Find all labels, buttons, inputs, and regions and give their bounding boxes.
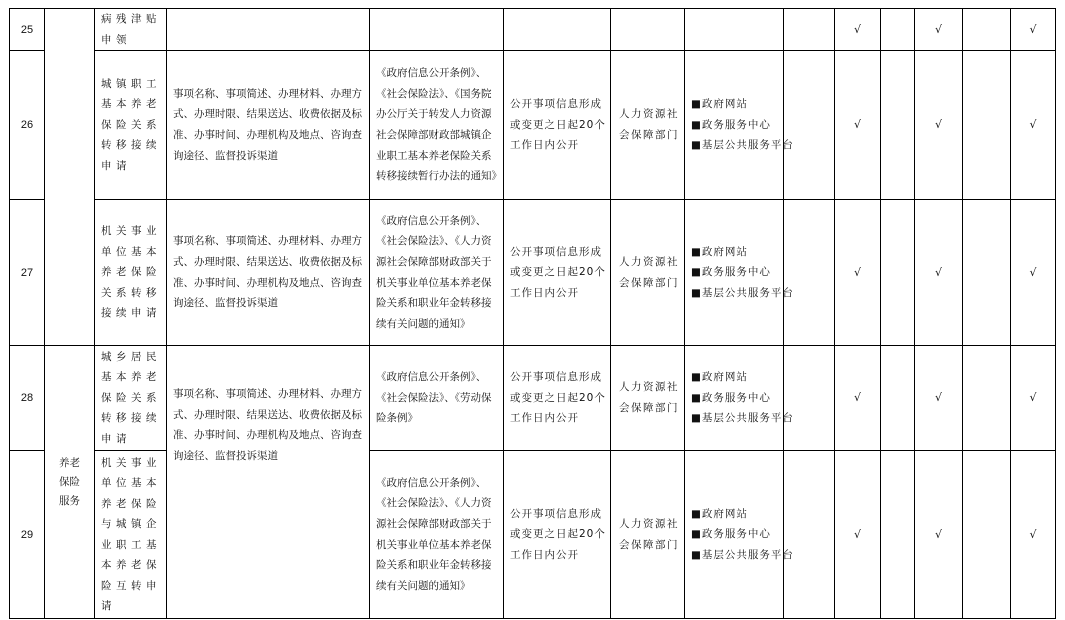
- category-cell: [45, 9, 95, 346]
- check-cell: √: [1011, 451, 1056, 619]
- item-name: 城镇职工基本养老保险关系转移接续申请: [95, 51, 167, 200]
- check-cell: √: [835, 51, 881, 200]
- check-cell: [881, 346, 915, 451]
- check-cell: [784, 9, 835, 51]
- check-cell: √: [1011, 51, 1056, 200]
- category-label: 养老保险服务: [59, 456, 80, 507]
- check-cell: [784, 51, 835, 200]
- check-cell: √: [835, 346, 881, 451]
- item-name: 机关事业单位基本养老保险与城镇企业职工基本养老保险互转申请: [95, 451, 167, 619]
- disclosure-content: 事项名称、事项简述、办理材料、办理方式、办理时限、结果送达、收费依据及标准、办事时间、办理机构及地点、咨询查询途径、监督投诉渠道: [167, 346, 370, 619]
- channel-item: ■政府网站: [691, 371, 748, 384]
- disclosure-subject: 人力资源社会保障部门: [611, 451, 685, 619]
- channel-item: ■基层公共服务平台: [691, 412, 794, 425]
- check-cell: [784, 346, 835, 451]
- check-cell: [963, 200, 1011, 346]
- channel-item: ■基层公共服务平台: [691, 139, 794, 152]
- item-name: 城乡居民基本养老保险关系转移接续申请: [95, 346, 167, 451]
- disclosure-subject: 人力资源社会保障部门: [611, 200, 685, 346]
- disclosure-subject: 人力资源社会保障部门: [611, 51, 685, 200]
- check-cell: [881, 9, 915, 51]
- check-cell: √: [915, 51, 963, 200]
- check-cell: [881, 451, 915, 619]
- table-row: [10, 451, 1056, 619]
- disclosure-time: 公开事项信息形成或变更之日起20个工作日内公开: [504, 51, 611, 200]
- disclosure-channels: [685, 200, 794, 346]
- disclosure-table: [9, 8, 1056, 619]
- disclosure-basis: [370, 9, 504, 51]
- check-cell: √: [1011, 9, 1056, 51]
- channel-item: ■政府网站: [691, 507, 748, 520]
- check-cell: √: [915, 346, 963, 451]
- row-number: 25: [10, 9, 45, 51]
- disclosure-content: [167, 9, 370, 51]
- row-number: 27: [10, 200, 45, 346]
- disclosure-basis: 《政府信息公开条例》、《社会保险法》、《人力资源社会保障部财政部关于机关事业单位基本养老保险关系和职业年金转移接续有关问题的通知》: [370, 451, 504, 619]
- check-cell: √: [915, 200, 963, 346]
- disclosure-subject: 人力资源社会保障部门: [611, 346, 685, 451]
- table-row: [10, 346, 1056, 451]
- check-cell: [963, 51, 1011, 200]
- channel-item: ■政务服务中心: [691, 391, 771, 404]
- check-cell: [963, 9, 1011, 51]
- disclosure-channels: [685, 346, 794, 451]
- check-cell: √: [1011, 346, 1056, 451]
- check-cell: √: [835, 9, 881, 51]
- disclosure-subject: [611, 9, 685, 51]
- channel-item: ■政府网站: [691, 98, 748, 111]
- row-number: 26: [10, 51, 45, 200]
- table-row: [10, 51, 1056, 200]
- check-cell: √: [915, 451, 963, 619]
- check-cell: √: [915, 9, 963, 51]
- table-row: [10, 200, 1056, 346]
- channel-item: ■政务服务中心: [691, 528, 771, 541]
- channel-item: ■基层公共服务平台: [691, 548, 794, 561]
- row-number: 29: [10, 451, 45, 619]
- category-cell: [45, 346, 95, 619]
- channel-item: ■政务服务中心: [691, 118, 771, 131]
- check-cell: √: [835, 200, 881, 346]
- check-cell: √: [835, 451, 881, 619]
- check-cell: √: [1011, 200, 1056, 346]
- disclosure-basis: 《政府信息公开条例》、《社会保险法》、《劳动保险条例》: [370, 346, 504, 451]
- disclosure-time: 公开事项信息形成或变更之日起20个工作日内公开: [504, 346, 611, 451]
- disclosure-time: 公开事项信息形成或变更之日起20个工作日内公开: [504, 200, 611, 346]
- check-cell: [881, 51, 915, 200]
- disclosure-basis: 《政府信息公开条例》、《社会保险法》、《人力资源社会保障部财政部关于机关事业单位基本养老保险关系和职业年金转移接续有关问题的通知》: [370, 200, 504, 346]
- disclosure-channels: [685, 51, 794, 200]
- channel-item: ■政府网站: [691, 245, 748, 258]
- check-cell: [784, 200, 835, 346]
- disclosure-time: [504, 9, 611, 51]
- check-cell: [784, 451, 835, 619]
- channel-item: ■政务服务中心: [691, 266, 771, 279]
- disclosure-channels: [685, 9, 784, 51]
- disclosure-content: 事项名称、事项简述、办理材料、办理方式、办理时限、结果送达、收费依据及标准、办事时间、办理机构及地点、咨询查询途径、监督投诉渠道: [167, 200, 370, 346]
- disclosure-time: 公开事项信息形成或变更之日起20个工作日内公开: [504, 451, 611, 619]
- disclosure-basis: 《政府信息公开条例》、《社会保险法》、《国务院办公厅关于转发人力资源社会保障部财政部城镇企业职工基本养老保险关系转移接续暂行办法的通知》: [370, 51, 504, 200]
- item-name: 病残津贴申领: [95, 9, 167, 51]
- disclosure-channels: [685, 451, 794, 619]
- check-cell: [963, 346, 1011, 451]
- disclosure-content: 事项名称、事项简述、办理材料、办理方式、办理时限、结果送达、收费依据及标准、办事时间、办理机构及地点、咨询查询途径、监督投诉渠道: [167, 51, 370, 200]
- channel-item: ■基层公共服务平台: [691, 286, 794, 299]
- check-cell: [881, 200, 915, 346]
- table-row: [10, 9, 1056, 51]
- item-name: 机关事业单位基本养老保险关系转移接续申请: [95, 200, 167, 346]
- row-number: 28: [10, 346, 45, 451]
- check-cell: [963, 451, 1011, 619]
